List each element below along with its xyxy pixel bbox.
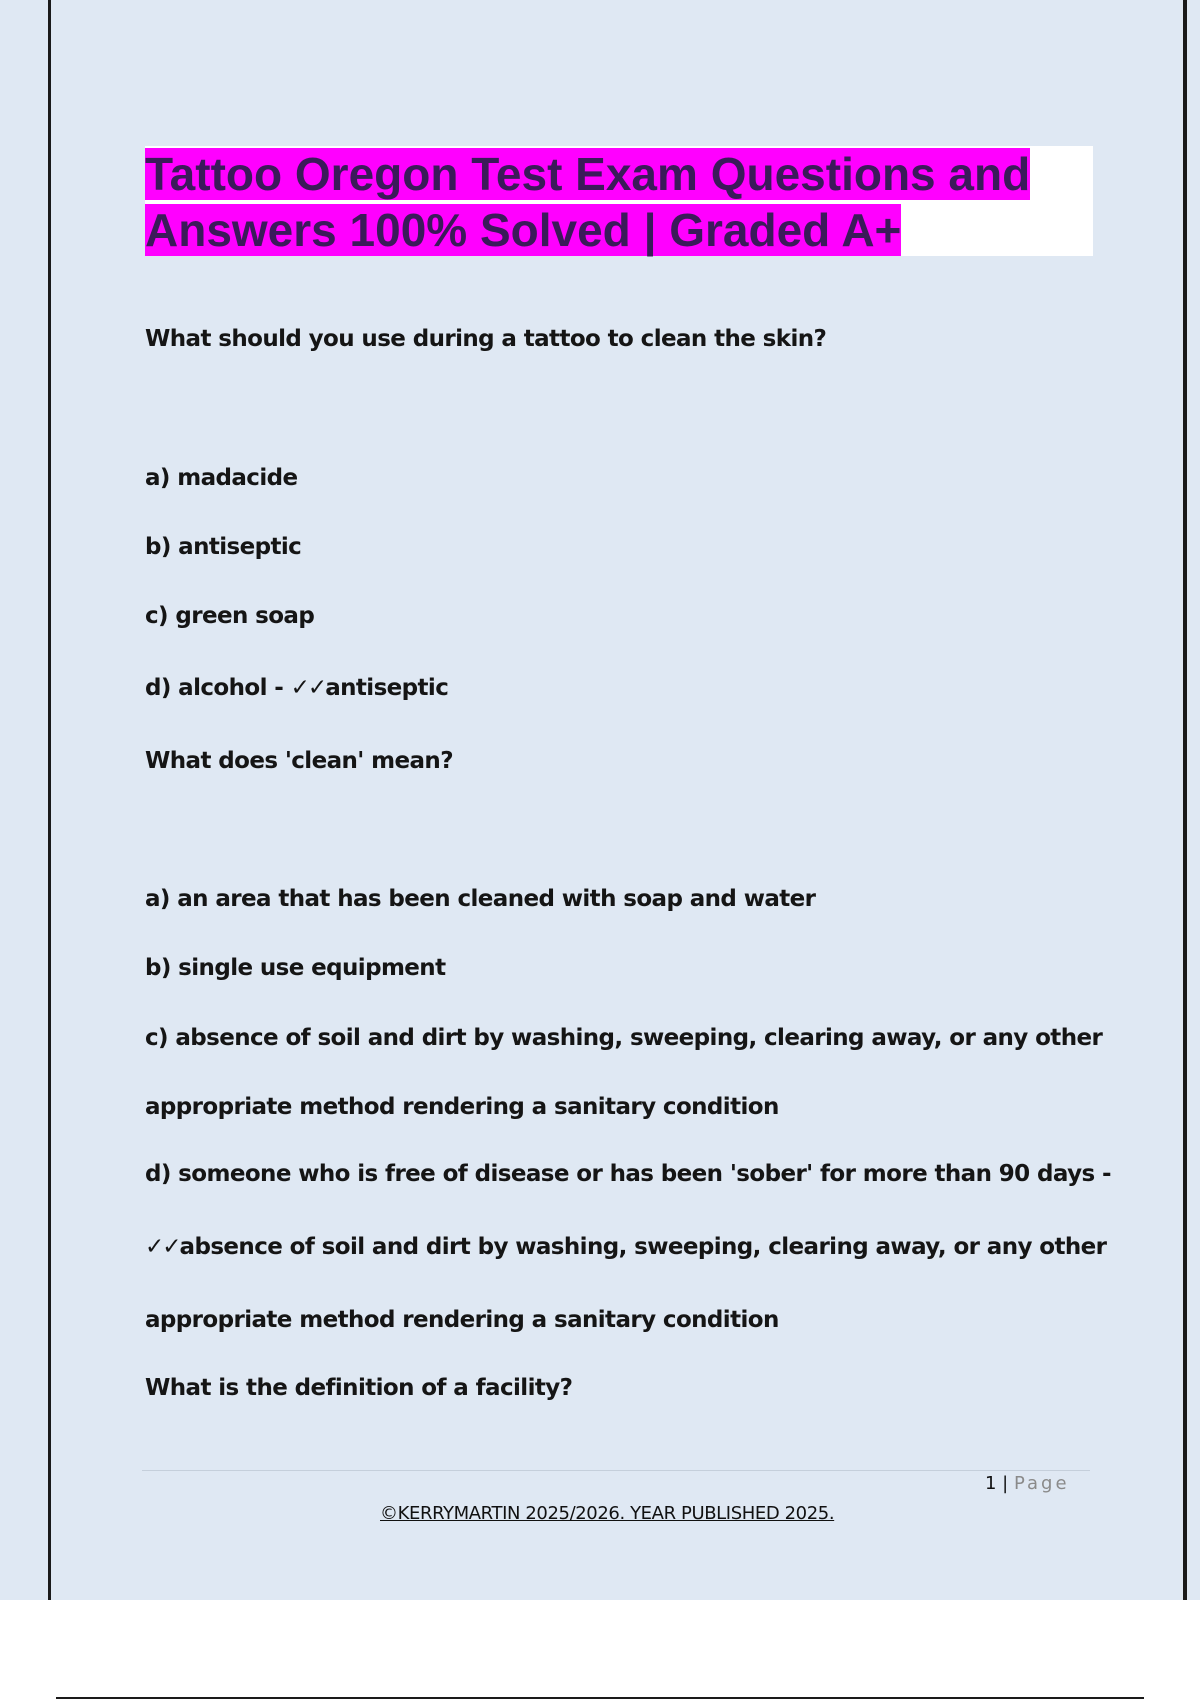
q1-option-d-text: d) alcohol - (145, 675, 291, 701)
q1-option-b: b) antiseptic (145, 534, 302, 560)
title-block (145, 146, 1093, 256)
page-word: Page (1013, 1473, 1070, 1494)
q2-option-c-continued: appropriate method rendering a sanitary condition (145, 1094, 779, 1120)
q1-answer: antiseptic (325, 675, 449, 701)
page-number (985, 1473, 1070, 1494)
q2-answer-text: absence of soil and dirt by washing, sweeping, clearing away, or any other (179, 1234, 1107, 1260)
page-left-border (48, 0, 51, 1600)
q1-option-c: c) green soap (145, 603, 315, 629)
copyright-notice: ©KERRYMARTIN 2025/2026. YEAR PUBLISHED 2025. (380, 1503, 835, 1524)
question-1: What should you use during a tattoo to clean the skin? (145, 326, 827, 352)
q2-option-b: b) single use equipment (145, 955, 446, 981)
question-2: What does 'clean' mean? (145, 748, 453, 774)
q2-option-a: a) an area that has been cleaned with soap and water (145, 886, 816, 912)
title-highlight: Tattoo Oregon Test Exam Questions and Answers 100% Solved | Graded A+ (145, 148, 1031, 256)
question-3: What is the definition of a facility? (145, 1375, 573, 1401)
q2-option-d: d) someone who is free of disease or has been 'sober' for more than 90 days - (145, 1161, 1111, 1187)
q2-answer (145, 1234, 1106, 1260)
page-number-separator: | (996, 1473, 1014, 1494)
q1-option-d (145, 675, 448, 701)
footer-divider (142, 1470, 1090, 1471)
q2-answer-continued: appropriate method rendering a sanitary condition (145, 1307, 779, 1333)
page-number-value: 1 (985, 1473, 997, 1494)
q2-option-c: c) absence of soil and dirt by washing, sweeping, clearing away, or any other (145, 1025, 1103, 1051)
double-check-icon: ✓✓ (290, 675, 326, 701)
bottom-divider (56, 1697, 1144, 1699)
page-right-border (1183, 0, 1187, 1600)
document-title (145, 146, 1093, 258)
double-check-icon: ✓✓ (145, 1234, 180, 1260)
q1-option-a: a) madacide (145, 465, 298, 491)
